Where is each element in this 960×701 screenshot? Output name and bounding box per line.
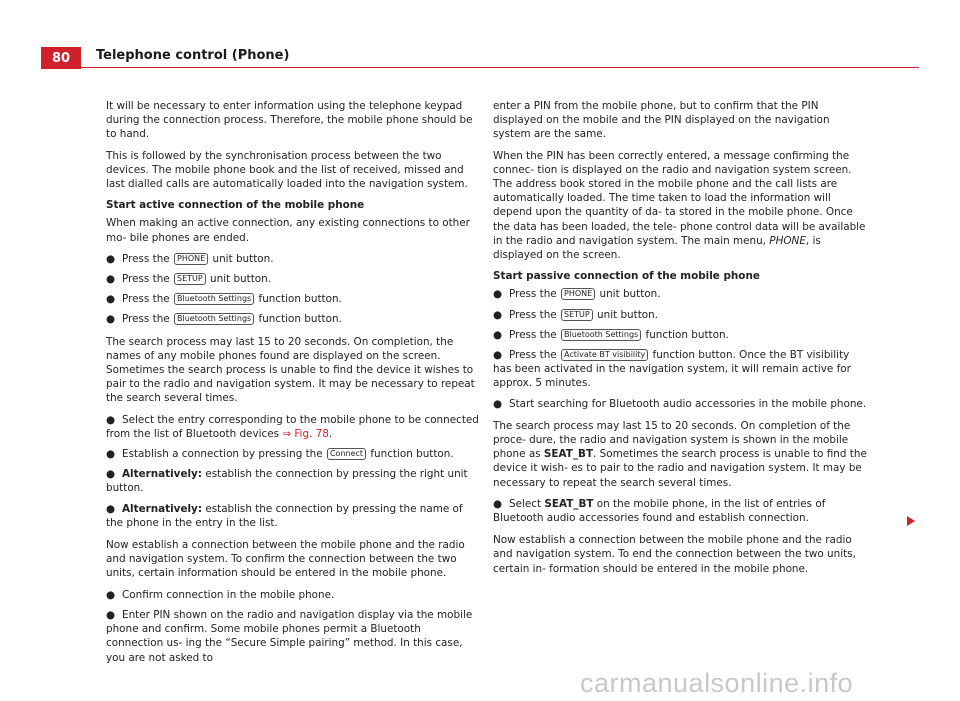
paragraph: The search process may last 15 to 20 seconds. On completion, the names of any mobile phones found are displayed on the screen. Sometimes the search process is unable to find the device it wishes to pair to the radio and navigation system. It may be necessary to repeat the search several times.: [106, 335, 475, 405]
key-label: Bluetooth Settings: [174, 293, 254, 305]
bullet-icon: ●: [106, 252, 116, 265]
key-label: Bluetooth Settings: [174, 313, 254, 325]
header-rule: [41, 67, 919, 68]
list-item: ● Press the PHONE unit button.: [493, 288, 661, 301]
continue-arrow-icon: [907, 516, 915, 526]
paragraph: Now establish a connection between the mobile phone and the radio and navigation system. To end the connection between the two units, certain in- formation should be entered in the mobile phone.: [493, 534, 856, 575]
page-number: 80: [41, 47, 81, 69]
bullet-icon: ●: [106, 293, 116, 306]
list-item: ● Press the SETUP unit button.: [106, 273, 272, 286]
bullet-icon: ●: [106, 588, 116, 601]
paragraph: It will be necessary to enter information using the telephone keypad during the connection process. Therefore, the mobile phone should be to hand.: [106, 100, 473, 141]
section-heading: Start active connection of the mobile phone: [106, 199, 365, 212]
paragraph: Now establish a connection between the mobile phone and the radio and navigation system. To confirm the connection between the two units, certain information should be entered in the mobile phone.: [106, 539, 465, 580]
right-column: [493, 99, 868, 583]
list-item: ● Press the Activate BT visibility function button. Once the BT visibility has been activated in the navigation system, it will remain active for approx. 5 minutes.: [493, 349, 851, 390]
key-label: PHONE: [174, 253, 208, 265]
list-item: ● Alternatively: establish the connection by pressing the right unit button.: [106, 468, 468, 495]
bullet-icon: ●: [106, 448, 116, 461]
paragraph: When making an active connection, any existing connections to other mo- bile phones are ended.: [106, 217, 470, 244]
watermark: carmanualsonline.info: [580, 668, 854, 698]
bullet-icon: ●: [106, 413, 116, 426]
figure-link[interactable]: ⇒ Fig. 78: [282, 427, 329, 440]
list-item: ● Press the SETUP unit button.: [493, 308, 659, 321]
key-label: Connect: [327, 448, 366, 460]
list-item: ● Alternatively: establish the connection by pressing the name of the phone in the entry in the list.: [106, 502, 463, 529]
paragraph: The search process may last 15 to 20 seconds. On completion of the proce- dure, the radio and navigation system is shown in the mobile phone as SEAT_BT. Sometimes the search process is unable to find the device it wish- es to pair to the radio and navigation system. It may be necessary to repeat the search several times.: [493, 419, 867, 489]
bullet-icon: ●: [493, 308, 503, 321]
key-label: SETUP: [174, 273, 206, 285]
list-item: ● Establish a connection by pressing the Connect function button.: [106, 448, 454, 461]
key-label: PHONE: [561, 288, 595, 300]
list-item: ● Confirm connection in the mobile phone.: [106, 588, 335, 601]
bullet-icon: ●: [106, 468, 116, 481]
bullet-icon: ●: [493, 328, 503, 341]
paragraph: This is followed by the synchronisation process between the two devices. The mobile phone book and the list of received, missed and last dialled calls are automatically loaded into the navigation system.: [106, 149, 468, 191]
bullet-icon: ●: [493, 349, 503, 362]
section-heading: Start passive connection of the mobile phone: [493, 270, 760, 283]
header-title: Telephone control (Phone): [96, 48, 290, 63]
list-item: ● Select SEAT_BT on the mobile phone, in the list of entries of Bluetooth audio accessories found and establish connection.: [493, 497, 826, 525]
paragraph: enter a PIN from the mobile phone, but to confirm that the PIN displayed on the mobile and the PIN displayed on the navigation system are the same.: [493, 100, 830, 141]
key-label: Activate BT visibility: [561, 349, 648, 361]
bullet-icon: ●: [106, 313, 116, 326]
bullet-icon: ●: [106, 608, 116, 621]
list-item: ● Press the Bluetooth Settings function button.: [106, 293, 342, 306]
bullet-icon: ●: [106, 273, 116, 286]
bullet-icon: ●: [493, 497, 503, 510]
bullet-icon: ●: [493, 288, 503, 301]
list-item: ● Enter PIN shown on the radio and navigation display via the mobile phone and confirm. Some mobile phones permit a Bluetooth connection us- ing the “Secure Simple pairing” method. In this case, you are not asked to: [106, 608, 473, 664]
list-item: ● Press the Bluetooth Settings function button.: [493, 328, 729, 341]
key-label: SETUP: [561, 309, 593, 321]
paragraph: When the PIN has been correctly entered, a message confirming the connec- tion is displayed on the radio and navigation system screen. The address book stored in the mobile phone and the call lists are automatically loaded. The time taken to load the information will depend upon the quantity of da- ta stored in the mobile phone. Once the data has been loaded, the tele- phone control data will be available in the radio and navigation system. The main menu, PHONE, is displayed on the screen.: [493, 149, 866, 262]
list-item: ● Press the Bluetooth Settings function button.: [106, 313, 342, 326]
list-item: ● Select the entry corresponding to the mobile phone to be connected from the list of Bluetooth devices ⇒ Fig. 78.: [106, 413, 479, 440]
list-item: ● Start searching for Bluetooth audio accessories in the mobile phone.: [493, 397, 867, 410]
list-item: ● Press the PHONE unit button.: [106, 252, 274, 265]
key-label: Bluetooth Settings: [561, 329, 641, 341]
bullet-icon: ●: [493, 397, 503, 410]
bullet-icon: ●: [106, 502, 116, 515]
left-column: [106, 99, 481, 671]
